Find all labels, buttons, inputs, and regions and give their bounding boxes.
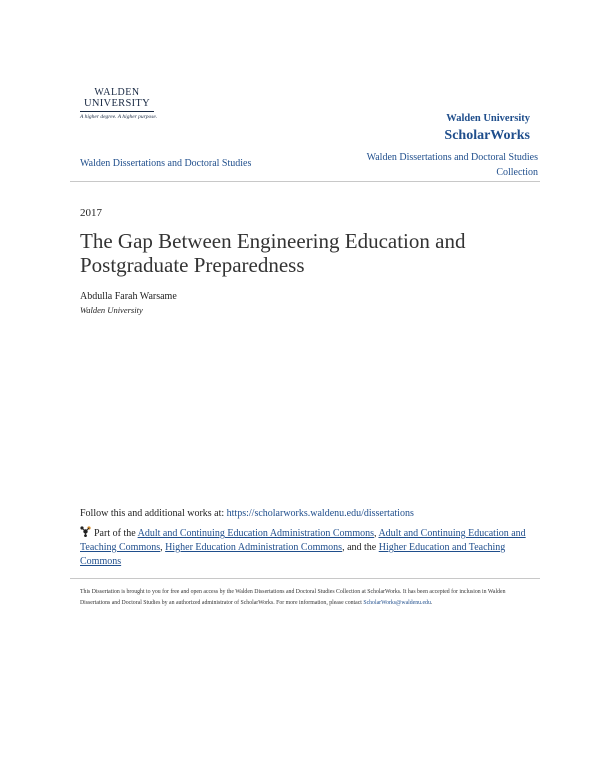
part-of-sep-3: , and the: [342, 542, 379, 553]
contact-email-link[interactable]: ScholarWorks@waldenu.edu: [363, 600, 431, 606]
follow-prefix: Follow this and additional works at:: [80, 508, 227, 519]
access-statement-text: This Dissertation is brought to you for free and open access by the Walden Dissertations and Doctoral Studies Collection at ScholarWorks. It has been accepted for inclusion in Walden Dissertations and Doctoral Studies by an authorized administrator of ScholarWorks. For more information, please contact: [80, 589, 506, 606]
brand-name: ScholarWorks: [444, 128, 530, 143]
nav-dissertations-link[interactable]: Walden Dissertations and Doctoral Studies: [80, 158, 252, 169]
dissertations-url-link[interactable]: https://scholarworks.waldenu.edu/dissertations: [226, 508, 414, 519]
logo-rule: [80, 111, 154, 112]
part-of-sep-2: ,: [160, 542, 166, 553]
part-of-commons: [80, 526, 530, 569]
logo-line-1: WALDEN: [94, 87, 140, 98]
scholarworks-brand[interactable]: [444, 112, 530, 144]
follow-line: [80, 508, 414, 519]
author-name: Abdulla Farah Warsame: [80, 291, 177, 302]
access-statement: [80, 587, 520, 609]
part-of-prefix: Part of the: [94, 528, 138, 539]
part-of-sep-1: ,: [374, 528, 379, 539]
network-icon: [80, 526, 91, 537]
commons-link-adult-teaching[interactable]: Adult and Continuing Education and Teaching Commons: [80, 528, 526, 553]
header-divider: [70, 181, 540, 182]
commons-link-higher-ed-admin[interactable]: Higher Education Administration Commons: [165, 542, 343, 553]
access-statement-end: .: [430, 600, 433, 606]
document-title: The Gap Between Engineering Education and Postgraduate Preparedness: [80, 229, 466, 277]
author-affiliation: Walden University: [80, 305, 143, 315]
walden-logo: [80, 88, 170, 121]
commons-link-adult-admin[interactable]: Adult and Continuing Education Administration Commons: [137, 528, 374, 539]
commons-link-higher-ed-teaching[interactable]: Higher Education and Teaching Commons: [80, 542, 506, 567]
logo-line-2: UNIVERSITY: [84, 98, 150, 109]
nav-collection-link[interactable]: Walden Dissertations and Doctoral Studies Collection: [366, 152, 538, 178]
publication-year: 2017: [80, 207, 102, 219]
brand-university: Walden University: [446, 113, 530, 124]
logo-tagline: A higher degree. A higher purpose.: [80, 114, 158, 120]
footer-divider: [70, 578, 540, 579]
